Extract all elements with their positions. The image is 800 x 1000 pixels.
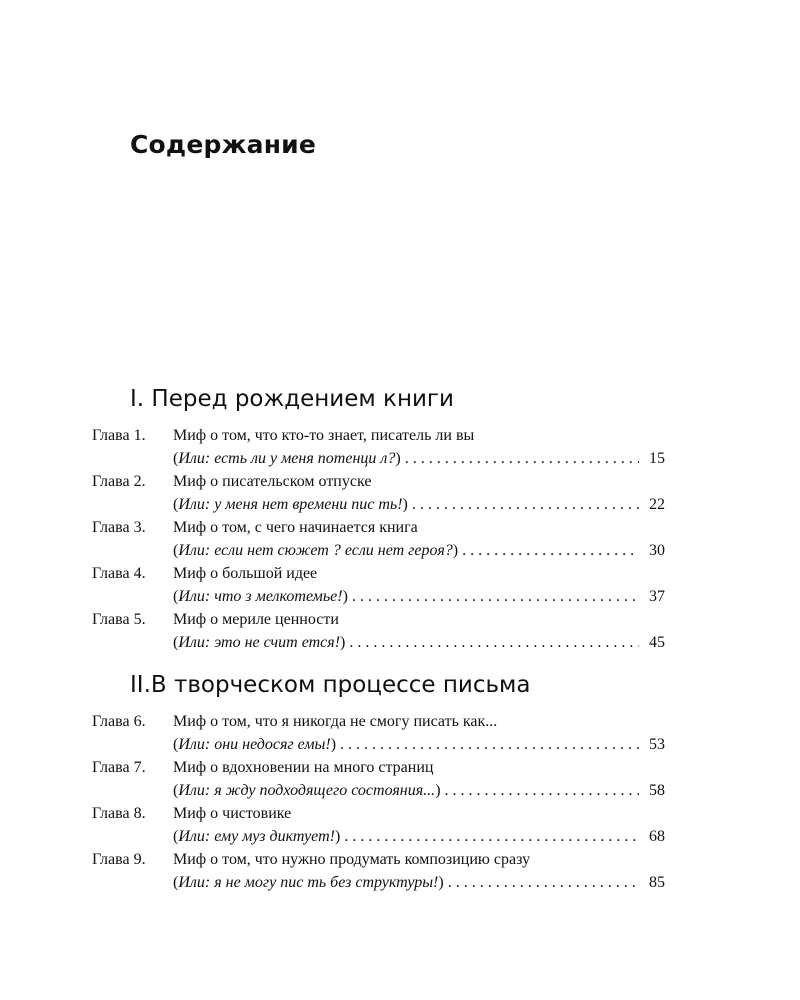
toc-entry-5[interactable]: Глава 5. Миф о мериле ценности ( Или: это не счит ется! ) . . . 45 <box>92 608 665 654</box>
toc-entry-4[interactable]: Глава 4. Миф о большой идее ( Или: что з мелкотемье! ) . . . 37 <box>92 562 665 608</box>
chapter-number: Глава 5. <box>92 611 146 628</box>
page-number: 53 <box>649 736 665 753</box>
part-title-1: I. Перед рождением книги <box>130 386 454 412</box>
page-number: 30 <box>649 542 665 559</box>
page-number: 22 <box>649 496 665 513</box>
chapter-title: Миф о том, что кто-то знает, писатель ли вы <box>173 427 475 444</box>
chapter-subtitle: Или: если нет сюжет ? если нет героя? <box>178 542 453 559</box>
leader-dots <box>340 733 639 756</box>
toc-entry-1[interactable]: Глава 1. Миф о том, что кто-то знает, писатель ли вы ( Или: есть ли у меня потенци л? ) . . . 15 <box>92 424 665 470</box>
chapter-subtitle: Или: я жду подходящего состояния... <box>178 782 436 799</box>
page-number: 58 <box>649 782 665 799</box>
page-number: 85 <box>649 874 665 891</box>
chapter-title: Миф о вдохновении на много страниц <box>173 759 434 776</box>
leader-dots <box>405 447 639 470</box>
toc-entry-3[interactable]: Глава 3. Миф о том, с чего начинается книга ( Или: если нет сюжет ? если нет героя? ) . . . 30 <box>92 516 665 562</box>
chapter-subtitle: Или: они недосяг емы! <box>178 736 331 753</box>
chapter-title: Миф о том, что нужно продумать композицию сразу <box>173 851 531 868</box>
chapter-number: Глава 1. <box>92 427 146 444</box>
chapter-title: Миф о большой идее <box>173 565 318 582</box>
leader-dots <box>344 825 639 848</box>
chapter-subtitle: Или: это не счит ется! <box>178 634 341 651</box>
leader-dots <box>352 585 639 608</box>
page-number: 68 <box>649 828 665 845</box>
page-number: 15 <box>649 450 665 467</box>
chapter-subtitle: Или: есть ли у меня потенци л? <box>178 450 396 467</box>
toc-entry-2[interactable]: Глава 2. Миф о писательском отпуске ( Или: у меня нет времени пис ть! ) . . . 22 <box>92 470 665 516</box>
chapter-title: Миф о мериле ценности <box>173 611 339 628</box>
chapter-subtitle: Или: у меня нет времени пис ть! <box>178 496 403 513</box>
leader-dots <box>445 779 639 802</box>
chapter-subtitle: Или: я не могу пис ть без структуры! <box>178 874 439 891</box>
chapter-number: Глава 8. <box>92 805 146 822</box>
toc-section-2 <box>92 710 665 894</box>
toc-section-1 <box>92 424 665 654</box>
chapter-title: Миф о писательском отпуске <box>173 473 372 490</box>
chapter-number: Глава 2. <box>92 473 146 490</box>
chapter-subtitle: Или: ему муз диктует! <box>178 828 335 845</box>
chapter-title: Миф о том, с чего начинается книга <box>173 519 418 536</box>
chapter-number: Глава 7. <box>92 759 146 776</box>
page-number: 37 <box>649 588 665 605</box>
chapter-title: Миф о чистовике <box>173 805 292 822</box>
chapter-subtitle: Или: что з мелкотемье! <box>178 588 343 605</box>
chapter-number: Глава 9. <box>92 851 146 868</box>
toc-entry-9[interactable]: Глава 9. Миф о том, что нужно продумать композицию сразу ( Или: я не могу пис ть без структуры! ) . . . 85 <box>92 848 665 894</box>
chapter-title: Миф о том, что я никогда не смогу писать как... <box>173 713 498 730</box>
page-title: Содержание <box>130 130 317 159</box>
chapter-number: Глава 4. <box>92 565 146 582</box>
leader-dots <box>349 631 639 654</box>
part-title-2: II.В творческом процессе письма <box>130 672 531 698</box>
toc-entry-8[interactable]: Глава 8. Миф о чистовике ( Или: ему муз диктует! ) . . . 68 <box>92 802 665 848</box>
chapter-number: Глава 6. <box>92 713 146 730</box>
leader-dots <box>462 539 639 562</box>
leader-dots <box>412 493 639 516</box>
page-number: 45 <box>649 634 665 651</box>
toc-entry-6[interactable]: Глава 6. Миф о том, что я никогда не смогу писать как... ( Или: они недосяг емы! ) . . . 53 <box>92 710 665 756</box>
chapter-number: Глава 3. <box>92 519 146 536</box>
toc-entry-7[interactable]: Глава 7. Миф о вдохновении на много страниц ( Или: я жду подходящего состояния... ) . . . 58 <box>92 756 665 802</box>
leader-dots <box>448 871 639 894</box>
